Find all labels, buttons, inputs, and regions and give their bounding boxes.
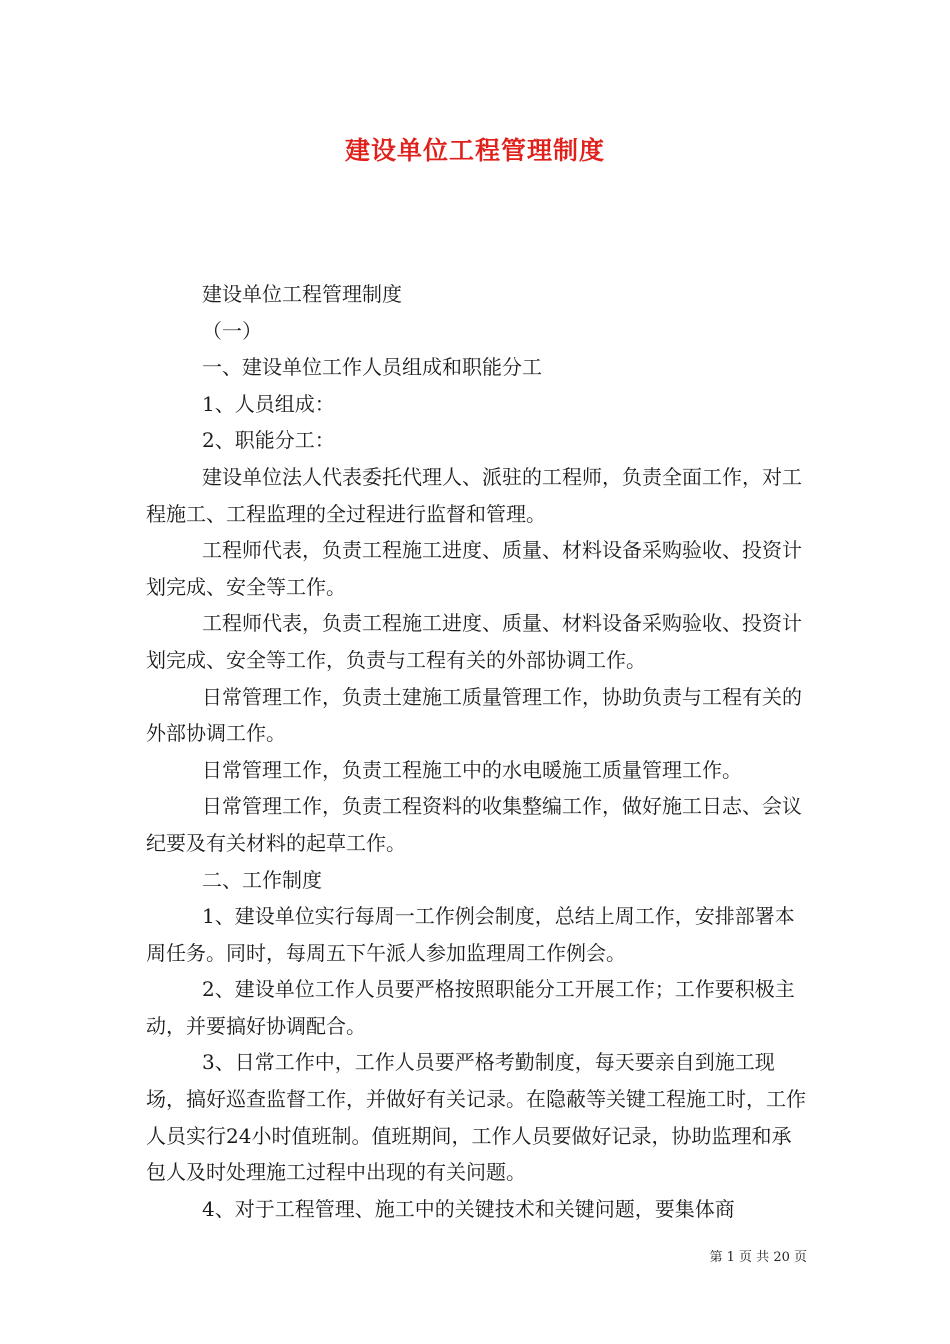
document-title: 建设单位工程管理制度 xyxy=(344,136,605,165)
paragraph-heading: 建设单位工程管理制度 xyxy=(202,282,402,306)
page-number: 第 1 页 共 20 页 xyxy=(709,1250,807,1265)
paragraph: 3、日常工作中，工作人员要严格考勤制度，每天要亲自到施工现场，搞好巡查监督工作，并做好有关记录。在隐蔽等关键工程施工时，工作人员实行24小时值班制。值班期间，工作人员要做好记录，协助监理和承包人及时处理施工过程中出现的有关问题。 xyxy=(146,1050,806,1185)
paragraph: 日常管理工作，负责土建施工质量管理工作，协助负责与工程有关的外部协调工作。 xyxy=(146,684,802,746)
paragraph: 2、建设单位工作人员要严格按照职能分工开展工作；工作要积极主动，并要搞好协调配合。 xyxy=(146,977,795,1038)
document-body xyxy=(146,276,808,1227)
paragraph: 日常管理工作，负责工程资料的收集整编工作，做好施工日志、会议纪要及有关材料的起草工作。 xyxy=(146,794,802,855)
paragraph-item-staffing: 1、人员组成： xyxy=(202,391,335,416)
paragraph: 日常管理工作，负责工程施工中的水电暖施工质量管理工作。 xyxy=(202,757,742,782)
paragraph: 4、对于工程管理、施工中的关键技术和关键问题，要集体商 xyxy=(202,1196,735,1221)
paragraph-section-two: 二、工作制度 xyxy=(202,867,322,892)
paragraph: 1、建设单位实行每周一工作例会制度，总结上周工作，安排部署本周任务。同时，每周五下午派人参加监理周工作例会。 xyxy=(146,904,795,965)
paragraph-section-one: 一、建设单位工作人员组成和职能分工 xyxy=(202,355,542,380)
paragraph: 工程师代表，负责工程施工进度、质量、材料设备采购验收、投资计划完成、安全等工作，负责与工程有关的外部协调工作。 xyxy=(146,611,802,672)
paragraph-section-number: （一） xyxy=(202,318,262,343)
paragraph: 建设单位法人代表委托代理人、派驻的工程师，负责全面工作，对工程施工、工程监理的全过程进行监督和管理。 xyxy=(146,464,802,526)
paragraph: 工程师代表，负责工程施工进度、质量、材料设备采购验收、投资计划完成、安全等工作。 xyxy=(146,538,802,599)
paragraph-item-duties: 2、职能分工： xyxy=(202,428,335,453)
